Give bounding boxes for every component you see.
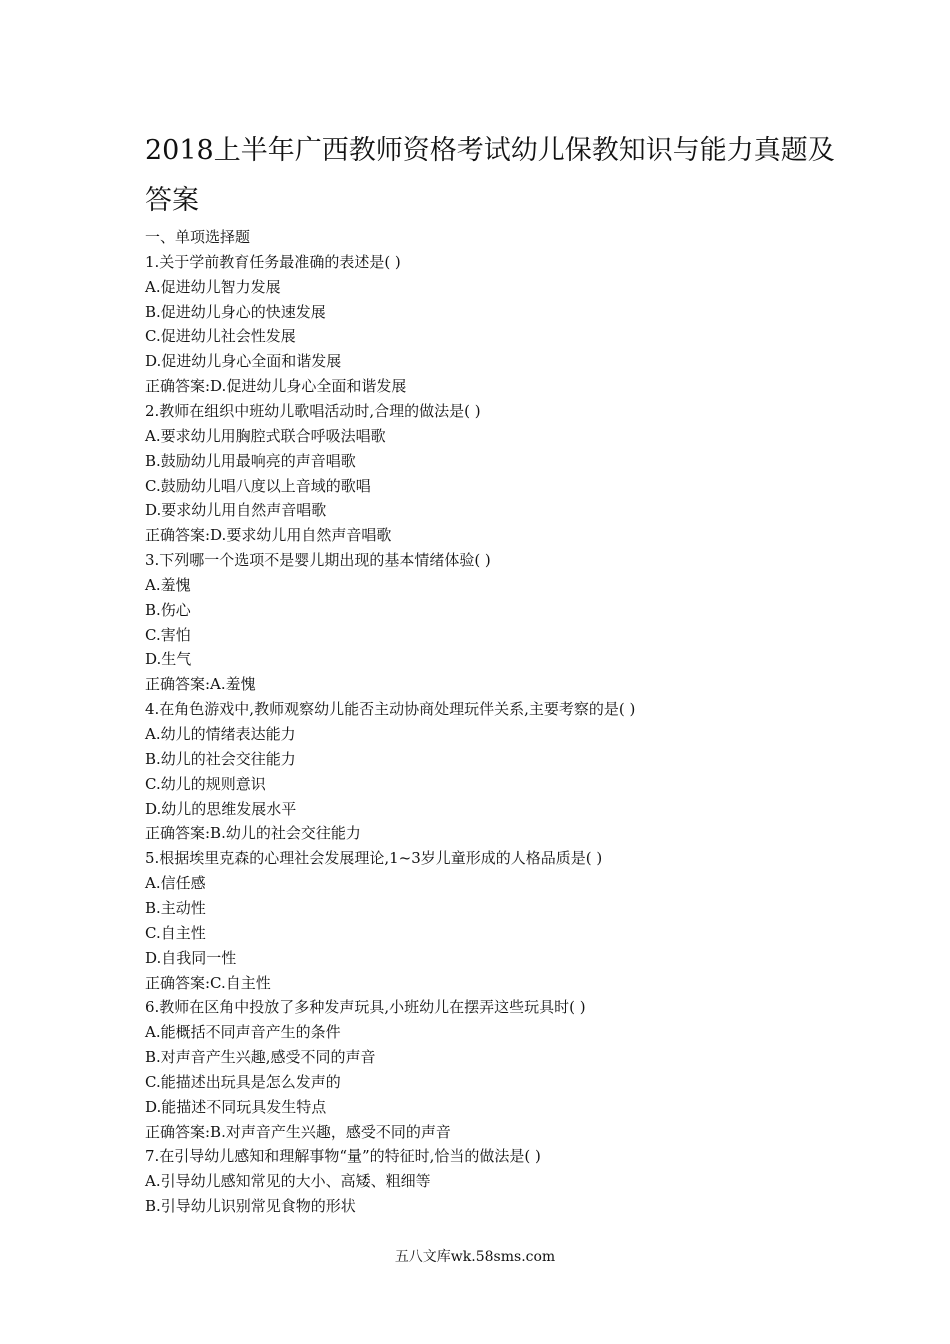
document-title-line-2: 答案 xyxy=(145,185,199,216)
question-option: A.促进幼儿智力发展 xyxy=(145,278,281,296)
section-heading: 一、单项选择题 xyxy=(145,228,251,246)
question-option: C.鼓励幼儿唱八度以上音域的歌唱 xyxy=(145,477,371,495)
question-option: B.促进幼儿身心的快速发展 xyxy=(145,303,326,321)
question-option: A.信任感 xyxy=(145,874,206,892)
question-option: B.主动性 xyxy=(145,899,206,917)
question-stem: 5.根据埃里克森的心理社会发展理论,1~3岁儿童形成的人格品质是( ) xyxy=(145,849,603,867)
question-option: C.害怕 xyxy=(145,626,191,644)
question-stem: 2.教师在组织中班幼儿歌唱活动时,合理的做法是( ) xyxy=(145,402,481,420)
question-option: D.能描述不同玩具发生特点 xyxy=(145,1098,327,1116)
question-option: D.幼儿的思维发展水平 xyxy=(145,800,297,818)
question-option: A.羞愧 xyxy=(145,576,191,594)
question-stem: 7.在引导幼儿感知和理解事物“量”的特征时,恰当的做法是( ) xyxy=(145,1147,541,1165)
question-option: D.要求幼儿用自然声音唱歌 xyxy=(145,501,327,519)
question-option: C.自主性 xyxy=(145,924,206,942)
answer-line: 正确答案:C.自主性 xyxy=(145,974,271,992)
question-option: D.促进幼儿身心全面和谐发展 xyxy=(145,352,342,370)
question-option: B.鼓励幼儿用最响亮的声音唱歌 xyxy=(145,452,356,470)
question-stem: 1.关于学前教育任务最准确的表述是( ) xyxy=(145,253,401,271)
answer-line: 正确答案:B.对声音产生兴趣，感受不同的声音 xyxy=(145,1123,451,1141)
question-stem: 6.教师在区角中投放了多种发声玩具,小班幼儿在摆弄这些玩具时( ) xyxy=(145,998,586,1016)
page-footer: 五八文库wk.58sms.com xyxy=(394,1249,556,1265)
question-stem: 3.下列哪一个选项不是婴儿期出现的基本情绪体验( ) xyxy=(145,551,491,569)
question-option: A.能概括不同声音产生的条件 xyxy=(145,1023,341,1041)
question-option: C.幼儿的规则意识 xyxy=(145,775,266,793)
question-option: B.幼儿的社会交往能力 xyxy=(145,750,296,768)
answer-line: 正确答案:A.羞愧 xyxy=(145,675,256,693)
question-option: C.促进幼儿社会性发展 xyxy=(145,327,296,345)
question-option: B.引导幼儿识别常见食物的形状 xyxy=(145,1197,356,1215)
question-option: A.幼儿的情绪表达能力 xyxy=(145,725,296,743)
question-option: C.能描述出玩具是怎么发声的 xyxy=(145,1073,341,1091)
answer-line: 正确答案:B.幼儿的社会交往能力 xyxy=(145,824,361,842)
answer-line: 正确答案:D.促进幼儿身心全面和谐发展 xyxy=(145,377,407,395)
document-title-line-1: 2018上半年广西教师资格考试幼儿保教知识与能力真题及 xyxy=(145,135,835,166)
question-option: B.伤心 xyxy=(145,601,191,619)
question-stem: 4.在角色游戏中,教师观察幼儿能否主动协商处理玩伴关系,主要考察的是( ) xyxy=(145,700,636,718)
question-option: D.生气 xyxy=(145,650,192,668)
question-option: B.对声音产生兴趣,感受不同的声音 xyxy=(145,1048,376,1066)
question-option: A.引导幼儿感知常见的大小、高矮、粗细等 xyxy=(145,1172,431,1190)
question-option: A.要求幼儿用胸腔式联合呼吸法唱歌 xyxy=(145,427,386,445)
answer-line: 正确答案:D.要求幼儿用自然声音唱歌 xyxy=(145,526,392,544)
question-option: D.自我同一性 xyxy=(145,949,237,967)
